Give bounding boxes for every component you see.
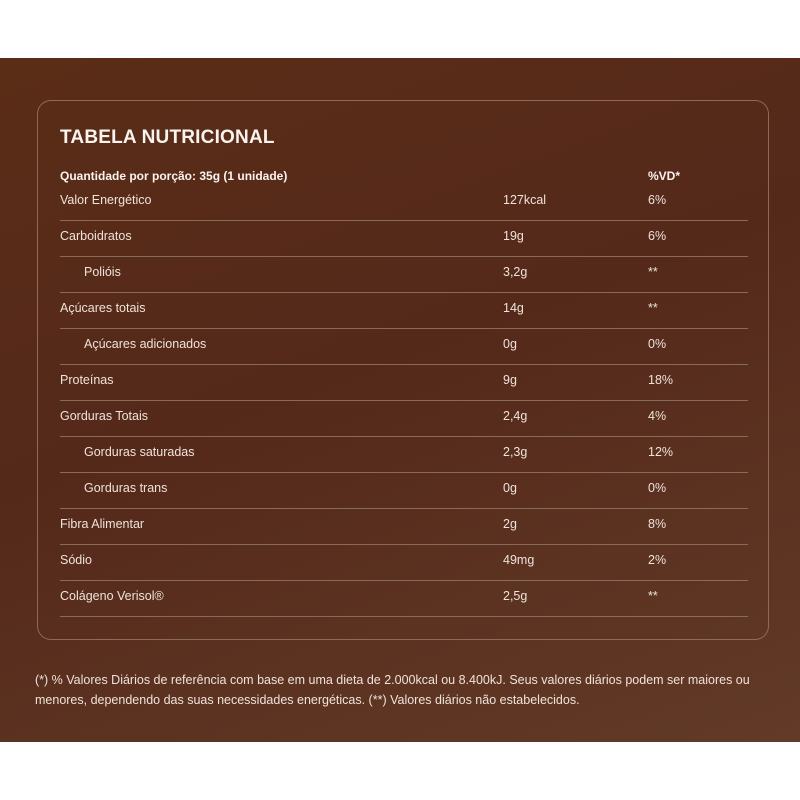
nutrient-quantity: 2g bbox=[503, 517, 517, 531]
nutrient-name: Fibra Alimentar bbox=[60, 517, 145, 531]
nutrient-daily-value: 6% bbox=[648, 229, 667, 243]
nutrient-daily-value: 0% bbox=[648, 337, 667, 351]
table-row bbox=[60, 365, 748, 401]
nutrient-quantity: 2,3g bbox=[503, 445, 528, 459]
nutrient-daily-value: ** bbox=[648, 265, 658, 279]
daily-value-header: %VD* bbox=[648, 169, 681, 183]
nutrient-name: Valor Energético bbox=[60, 193, 152, 207]
table-row bbox=[60, 437, 748, 473]
nutrient-quantity: 9g bbox=[503, 373, 517, 387]
table-row bbox=[60, 293, 748, 329]
nutrient-quantity: 2,5g bbox=[503, 589, 528, 603]
table-row bbox=[60, 509, 748, 545]
nutrition-panel bbox=[0, 58, 800, 742]
footnote: (*) % Valores Diários de referência com base em uma dieta de 2.000kcal ou 8.400kJ. Seus valores diários podem ser maiores ou menores, dependendo das suas necessidades energéticas. (**) Valores diários não estabelecidos. bbox=[35, 673, 750, 707]
nutrient-name: Proteínas bbox=[60, 373, 114, 387]
table-row bbox=[60, 329, 748, 365]
nutrient-name: Gorduras saturadas bbox=[84, 445, 195, 459]
nutrient-daily-value: 0% bbox=[648, 481, 667, 495]
nutrient-name: Açúcares totais bbox=[60, 301, 146, 315]
table-title: TABELA NUTRICIONAL bbox=[60, 127, 275, 148]
nutrient-daily-value: ** bbox=[648, 589, 658, 603]
nutrition-table-card bbox=[37, 100, 769, 640]
nutrient-daily-value: ** bbox=[648, 301, 658, 315]
nutrient-quantity: 49mg bbox=[503, 553, 535, 567]
table-row bbox=[60, 257, 748, 293]
table-row bbox=[60, 185, 748, 221]
nutrient-quantity: 0g bbox=[503, 481, 517, 495]
nutrient-daily-value: 18% bbox=[648, 373, 674, 387]
nutrient-name: Sódio bbox=[60, 553, 92, 567]
table-row bbox=[60, 581, 748, 617]
nutrient-daily-value: 2% bbox=[648, 553, 667, 567]
nutrient-quantity: 0g bbox=[503, 337, 517, 351]
table-row bbox=[60, 473, 748, 509]
nutrient-quantity: 127kcal bbox=[503, 193, 547, 207]
nutrient-quantity: 19g bbox=[503, 229, 524, 243]
nutrient-daily-value: 4% bbox=[648, 409, 667, 423]
nutrient-daily-value: 12% bbox=[648, 445, 674, 459]
nutrient-quantity: 3,2g bbox=[503, 265, 528, 279]
table-row bbox=[60, 401, 748, 437]
nutrient-name: Polióis bbox=[84, 265, 121, 279]
nutrient-name: Carboidratos bbox=[60, 229, 132, 243]
nutrient-quantity: 2,4g bbox=[503, 409, 528, 423]
nutrient-name: Gorduras trans bbox=[84, 481, 168, 495]
nutrient-name: Colágeno Verisol® bbox=[60, 589, 164, 603]
nutrient-daily-value: 8% bbox=[648, 517, 667, 531]
nutrient-name: Açúcares adicionados bbox=[84, 337, 207, 351]
nutrient-name: Gorduras Totais bbox=[60, 409, 149, 423]
table-row bbox=[60, 545, 748, 581]
nutrition-rows bbox=[60, 185, 748, 617]
nutrient-daily-value: 6% bbox=[648, 193, 667, 207]
table-row bbox=[60, 221, 748, 257]
portion-label: Quantidade por porção: 35g (1 unidade) bbox=[60, 169, 288, 183]
nutrient-quantity: 14g bbox=[503, 301, 524, 315]
